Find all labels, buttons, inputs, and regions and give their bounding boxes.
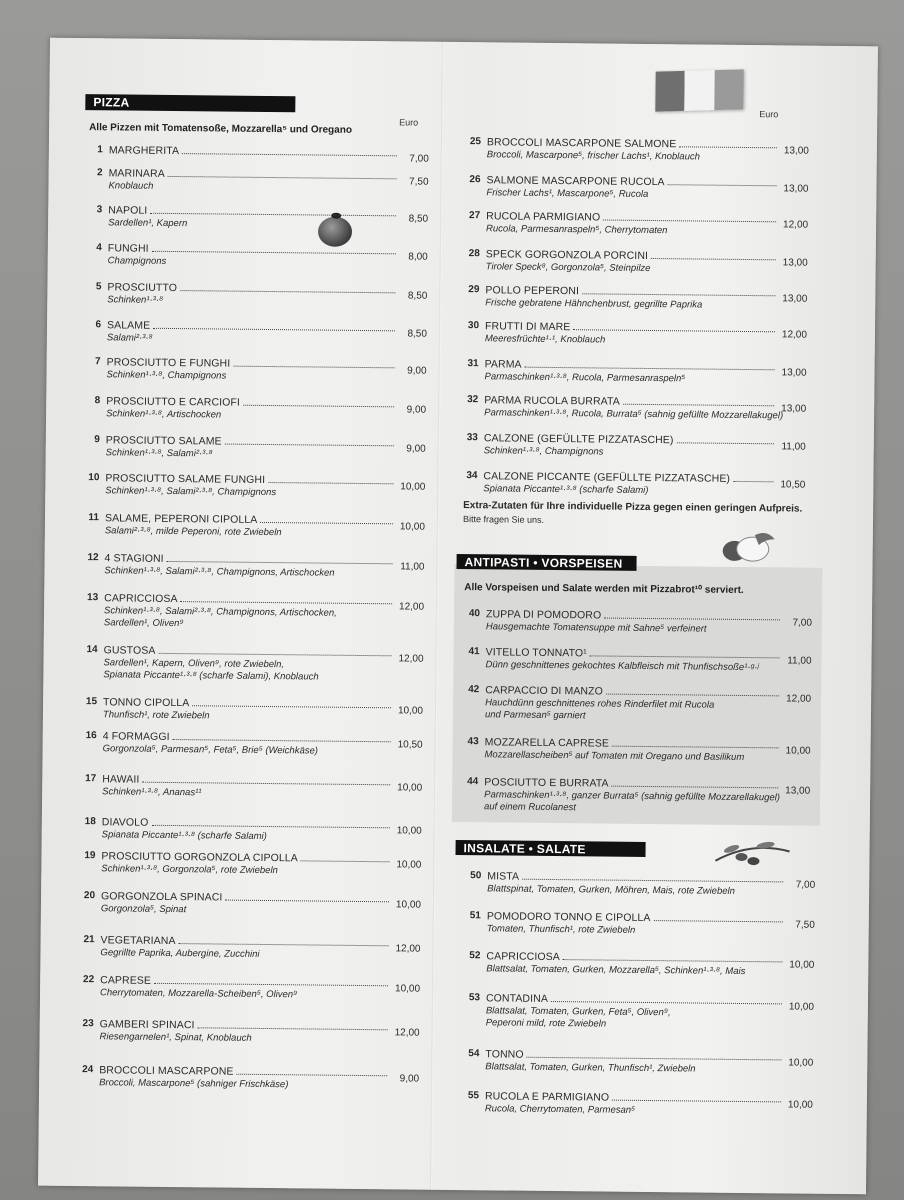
leader-dots (603, 219, 776, 222)
leader-dots (153, 328, 395, 332)
flag-stripe (685, 70, 715, 111)
item-number: 51 (469, 910, 481, 922)
item-name: POMODORO TONNO E CIPOLLA (486, 910, 651, 925)
item-number: 19 (84, 850, 96, 862)
item-price: 10,00 (785, 745, 811, 757)
item-price: 9,00 (406, 443, 426, 455)
item-price: 8,50 (407, 290, 428, 302)
menu-item (82, 434, 426, 460)
menu-item (81, 512, 425, 539)
center-fold (430, 42, 444, 1190)
item-description: Mozzarellascheiben⁵ auf Tomaten mit Oregano und Basilikum (484, 749, 745, 764)
item-name: TONNO CIPOLLA (103, 696, 190, 710)
item-description: Spianata Piccante¹·³·⁸ (scharfe Salami) (101, 829, 267, 843)
item-name: TONNO (485, 1048, 524, 1061)
menu-item (463, 950, 815, 978)
menu-item (80, 644, 424, 683)
item-name: VEGETARIANA (100, 934, 176, 948)
item-number: 12 (87, 552, 99, 564)
item-description: Schinken¹·³·⁸, Salami²·³·⁸, Champignons, Artischocken, Sardellen¹, Oliven⁹ (103, 605, 337, 630)
menu-item (84, 242, 428, 267)
item-number: 54 (468, 1048, 480, 1060)
item-price: 7,50 (795, 919, 815, 931)
leader-dots (623, 404, 774, 407)
item-number: 42 (468, 684, 480, 696)
item-name: GUSTOSA (103, 644, 156, 657)
menu-item (462, 248, 808, 274)
item-description: Schinken¹·³·⁸, Champignons (106, 369, 227, 382)
item-description: Blattspinat, Tomaten, Gurken, Möhren, Mais, rote Zwiebeln (487, 883, 736, 897)
item-price: 13,00 (785, 785, 811, 797)
leader-dots (651, 258, 776, 260)
item-price: 10,00 (788, 1057, 814, 1069)
menu-item (77, 890, 422, 916)
item-price: 10,00 (395, 899, 422, 911)
item-name: CALZONE PICCANTE (GEFÜLLTE PIZZATASCHE) (483, 470, 731, 485)
item-description: Schinken¹·³·⁸, Gorgonzola⁵, rote Zwiebeln (101, 863, 278, 877)
item-description: Tomaten, Thunfisch¹, rote Zwiebeln (486, 923, 636, 936)
item-name: HAWAII (102, 773, 140, 786)
item-number: 33 (466, 432, 478, 444)
leader-dots (192, 705, 391, 708)
menu-item (76, 1018, 420, 1044)
item-price: 9,00 (407, 365, 427, 377)
item-number: 41 (468, 646, 480, 658)
item-price: 13,00 (781, 367, 807, 379)
leader-dots (159, 653, 392, 656)
item-price: 11,00 (787, 655, 812, 667)
item-name: 4 STAGIONI (104, 552, 164, 565)
item-description: Tiroler Speck⁸, Gorgonzola⁵, Steinpilze (485, 261, 651, 274)
leader-dots (551, 1001, 782, 1004)
item-number: 34 (466, 470, 478, 482)
menu-item (460, 394, 807, 422)
item-name: BROCCOLI MASCARPONE (99, 1064, 234, 1078)
item-price: 7,00 (409, 153, 429, 165)
item-number: 4 (96, 242, 102, 254)
extra-toppings-note (463, 500, 802, 528)
leader-dots (179, 943, 389, 946)
item-price: 7,50 (409, 176, 429, 188)
leader-dots (150, 213, 396, 217)
item-number: 23 (82, 1018, 94, 1030)
leader-dots (243, 405, 394, 408)
leader-dots (234, 366, 395, 369)
item-price: 12,00 (398, 653, 424, 665)
antipasti-title: ANTIPASTI • VORSPEISEN (464, 555, 623, 571)
item-description: Riesengarnelen¹, Spinat, Knoblauch (99, 1031, 252, 1044)
leader-dots (167, 561, 393, 564)
pizza-title: PIZZA (93, 95, 130, 110)
item-price: 10,50 (397, 739, 423, 751)
item-number: 50 (470, 870, 482, 882)
item-description: Gegrillte Paprika, Aubergine, Zucchini (100, 947, 260, 960)
item-number: 40 (468, 608, 481, 620)
item-price: 11,00 (781, 441, 806, 453)
item-description: Sardellen¹, Kapern, Oliven⁹, rote Zwiebeln, Spianata Piccante¹·³·⁸ (scharfe Salami), Knoblauch (103, 657, 319, 683)
menu-item (78, 816, 422, 843)
item-number: 44 (467, 776, 479, 788)
menu-item (461, 358, 807, 385)
item-description: Schinken¹·³·⁸, Champignons (483, 445, 604, 458)
leader-dots (152, 825, 390, 828)
item-number: 31 (467, 358, 479, 370)
leader-dots (182, 153, 397, 156)
leader-dots (525, 367, 775, 371)
leader-dots (522, 879, 783, 883)
menu-item (85, 144, 429, 165)
item-description: Knoblauch (108, 180, 154, 192)
leader-dots (173, 739, 391, 742)
item-description: Schinken¹·³·⁸, Salami²·³·⁸, Champignons (105, 485, 277, 499)
leader-dots (180, 601, 392, 604)
leader-dots (142, 782, 390, 786)
menu-item (82, 395, 427, 421)
item-price: 10,00 (789, 959, 815, 971)
item-price: 11,00 (400, 561, 425, 573)
item-name: FRUTTI DI MARE (484, 320, 571, 334)
leader-dots (668, 184, 777, 186)
item-description: Spianata Piccante¹·³·⁸ (scharfe Salami) (483, 483, 649, 496)
menu-item (461, 1090, 813, 1116)
item-description: Salami²·³·⁸, milde Peperoni, rote Zwiebeln (104, 525, 282, 539)
item-description: Champignons (107, 255, 167, 267)
item-description: Blattsalat, Tomaten, Gurken, Thunfisch¹, Zwiebeln (485, 1061, 696, 1075)
italian-flag-image (655, 69, 743, 111)
menu-item (78, 850, 422, 877)
item-price: 9,00 (406, 404, 427, 416)
extra-toppings-text: Extra-Zutaten für Ihre individuelle Pizza gegen einen geringen Aufpreis. (463, 500, 803, 515)
leader-dots (733, 481, 773, 482)
item-description: Schinken¹·³·⁸, Ananas¹¹ (102, 786, 202, 799)
item-number: 17 (85, 773, 97, 785)
item-number: 27 (469, 210, 481, 222)
item-description: Frischer Lachs¹, Mascarpone⁵, Rucola (486, 187, 649, 200)
item-number: 15 (85, 696, 98, 708)
menu-item (79, 730, 423, 757)
item-name: ZUPPA DI POMODORO (485, 608, 602, 622)
item-name: PROSCIUTTO GORGONZOLA CIPOLLA (101, 850, 298, 865)
item-number: 8 (94, 395, 101, 407)
item-name: SALAME, PEPERONI CIPOLLA (104, 512, 258, 526)
item-name: PROSCIUTTO E CARCIOFI (106, 395, 241, 409)
item-number: 7 (95, 356, 101, 368)
item-name: MOZZARELLA CAPRESE (484, 736, 610, 750)
item-description: Cherrytomaten, Mozzarella-Scheiben⁵, Oliven⁹ (99, 987, 298, 1001)
item-description: Broccoli, Mascarpone⁵ (sahniger Frischkäse) (99, 1077, 289, 1091)
item-number: 32 (467, 394, 479, 406)
menu-item (81, 472, 426, 499)
insalate-title: INSALATE • SALATE (463, 841, 586, 857)
menu-item (462, 992, 814, 1030)
menu-item (77, 934, 421, 960)
item-name: CALZONE (GEFÜLLTE PIZZATASCHE) (483, 432, 674, 447)
item-number: 28 (468, 248, 480, 260)
item-name: PROSCIUTTO SALAME FUNGHI (105, 472, 266, 486)
leader-dots (612, 1100, 781, 1103)
item-name: POSCIUTTO E BURRATA (484, 776, 609, 790)
item-name: PROSCIUTTO SALAME (105, 434, 222, 448)
leader-dots (198, 1027, 388, 1030)
item-number: 16 (85, 730, 97, 742)
leader-dots (168, 176, 397, 179)
item-name: MISTA (487, 870, 520, 883)
item-number: 6 (95, 319, 102, 331)
item-name: PARMA RUCOLA BURRATA (484, 394, 620, 408)
menu-item (75, 1064, 420, 1091)
menu-item (461, 284, 808, 311)
leader-dots (679, 146, 777, 148)
item-name: VITELLO TONNATO¹ (485, 646, 587, 660)
item-description: Thunfisch¹, rote Zwiebeln (102, 709, 210, 722)
item-name: FUNGHI (107, 242, 149, 255)
item-number: 22 (82, 974, 95, 986)
item-price: 12,00 (394, 1027, 420, 1039)
item-price: 13,00 (782, 257, 808, 269)
leader-dots (526, 1057, 781, 1061)
pizza-subtitle: Alle Pizzen mit Tomatensoße, Mozzarella⁵ und Oregano (89, 122, 353, 136)
menu-item (80, 592, 425, 630)
item-description: Parmaschinken¹·³·⁸, Rucola, Parmesanraspeln⁵ (484, 371, 686, 385)
item-number: 18 (84, 816, 96, 828)
item-description: Salami²·³·⁸ (106, 332, 153, 344)
item-description: Hausgemachte Tomatensuppe mit Sahne⁵ verfeinert (485, 621, 707, 635)
item-name: CAPRICCIOSA (104, 592, 178, 606)
item-number: 5 (95, 281, 102, 293)
item-name: PROSCIUTTO (107, 281, 178, 295)
leader-dots (152, 251, 396, 255)
item-description: Rucola, Parmesanraspeln⁵, Cherrytomaten (485, 223, 668, 237)
item-number: 10 (88, 472, 100, 484)
ask-us-text: Bitte fragen Sie uns. (462, 514, 545, 525)
menu-item (78, 773, 423, 799)
leader-dots (260, 522, 393, 524)
item-number: 30 (467, 320, 480, 332)
item-name: CAPRICCIOSA (486, 950, 560, 964)
flag-stripe (655, 71, 685, 112)
leader-dots (573, 329, 775, 332)
item-name: DIAVOLO (101, 816, 149, 829)
menu-item (81, 552, 425, 579)
item-number: 20 (83, 890, 96, 902)
item-description: Hauchdünn geschnittenes rohes Rinderfilet mit Rucola und Parmesan⁵ garniert (484, 697, 715, 722)
item-name: SALMONE MASCARPONE RUCOLA (486, 174, 665, 189)
item-description: Parmaschinken¹·³·⁸, ganzer Burrata⁵ (sahnig gefüllte Mozzarellakugel) auf einem Rucolanest (483, 789, 781, 814)
item-description: Schinken¹·³·⁸, Artischocken (106, 408, 222, 421)
leader-dots (677, 442, 774, 444)
item-number: 2 (97, 167, 103, 179)
item-name: CAPRESE (100, 974, 152, 987)
menu-item (83, 356, 427, 382)
item-number: 14 (86, 644, 98, 656)
menu-item (83, 281, 428, 306)
item-price: 10,00 (787, 1099, 813, 1111)
item-price: 10,00 (396, 825, 422, 837)
item-name: BROCCOLI MASCARPONE SALMONE (486, 136, 677, 151)
item-number: 9 (94, 434, 100, 446)
item-price: 12,00 (786, 693, 812, 705)
item-name: CONTADINA (485, 992, 549, 1005)
item-price: 13,00 (781, 403, 807, 415)
item-name: 4 FORMAGGI (102, 730, 170, 743)
item-price: 12,00 (783, 219, 809, 231)
euro-label-left: Euro (399, 117, 419, 128)
leader-dots (225, 900, 389, 903)
item-price: 8,50 (408, 213, 429, 225)
menu-item (463, 910, 815, 936)
menu-item (461, 1048, 814, 1075)
item-price: 10,00 (399, 521, 425, 533)
leader-dots (562, 959, 782, 962)
olive-branch-image (711, 831, 791, 872)
item-name: MARINARA (108, 167, 165, 180)
menu-item (463, 136, 809, 163)
item-name: CARPACCIO DI MANZO (485, 684, 603, 698)
item-price: 12,00 (395, 943, 421, 955)
item-description: Frische gebratene Hähnchenbrust, gegrillte Paprika (485, 297, 703, 311)
item-price: 7,00 (795, 879, 816, 891)
item-name: RUCOLA PARMIGIANO (486, 210, 601, 224)
item-price: 12,00 (781, 329, 808, 341)
item-number: 43 (467, 736, 479, 748)
item-name: GORGONZOLA SPINACI (100, 890, 223, 904)
menu-item (460, 470, 806, 496)
item-description: Schinken¹·³·⁸, Salami²·³·⁸, Champignons, Artischocken (104, 565, 335, 579)
menu-item (462, 210, 809, 237)
item-description: Rucola, Cherrytomaten, Parmesan⁵ (484, 1103, 636, 1116)
item-number: 52 (469, 950, 481, 962)
menu-item (76, 974, 421, 1001)
leader-dots (300, 860, 389, 862)
tomato-image (318, 217, 352, 247)
item-price: 13,00 (783, 183, 809, 195)
item-number: 26 (469, 174, 481, 186)
item-number: 29 (468, 284, 480, 296)
item-price: 13,00 (782, 293, 808, 305)
item-name: POLLO PEPERONI (485, 284, 580, 298)
item-description: Schinken¹·³·⁸, Salami²·³·⁸ (105, 447, 213, 460)
antipasti-subtitle: Alle Vorspeisen und Salate werden mit Pizzabrot¹⁰ serviert. (464, 582, 744, 596)
item-name: PROSCIUTTO E FUNGHI (106, 356, 231, 370)
menu-sheet (38, 38, 878, 1195)
item-name: RUCOLA E PARMIGIANO (484, 1090, 610, 1104)
menu-item (84, 204, 429, 230)
item-description: Blattsalat, Tomaten, Gurken, Mozzarella⁵, Schinken¹·³·⁸, Mais (486, 963, 746, 978)
leader-dots (654, 920, 783, 922)
item-price: 13,00 (783, 145, 809, 157)
leader-dots (180, 290, 395, 293)
leader-dots (268, 482, 393, 484)
flag-stripe (714, 69, 744, 110)
item-number: 25 (469, 136, 482, 148)
item-number: 1 (97, 144, 103, 156)
item-price: 7,00 (792, 617, 813, 629)
item-description: Gorgonzola⁵, Spinat (100, 903, 187, 916)
item-name: PARMA (484, 358, 522, 371)
item-price: 10,00 (396, 859, 422, 871)
leader-dots (225, 444, 394, 447)
leader-dots (236, 1074, 387, 1077)
item-name: SPECK GORGONZOLA PORCINI (485, 248, 649, 262)
menu-item (85, 167, 429, 192)
item-number: 53 (468, 992, 481, 1004)
item-description: Blattsalat, Tomaten, Gurken, Feta⁵, Oliven⁹, Peperoni mild, rote Zwiebeln (485, 1005, 671, 1030)
item-number: 3 (96, 204, 103, 216)
item-name: NAPOLI (108, 204, 148, 217)
menu-item (461, 320, 808, 346)
mozzarella-tomato-image (715, 525, 779, 566)
item-number: 21 (83, 934, 95, 946)
leader-dots (154, 983, 388, 986)
item-number: 11 (88, 512, 100, 524)
item-price: 10,50 (780, 479, 806, 491)
leader-dots (582, 293, 775, 296)
item-description: Gorgonzola⁵, Parmesan⁵, Feta⁵, Brie⁵ (Weichkäse) (102, 743, 319, 757)
item-description: Meeresfrüchte¹·¹, Knoblauch (484, 333, 606, 346)
menu-item (83, 319, 428, 344)
item-price: 10,00 (400, 481, 426, 493)
item-price: 10,00 (397, 782, 423, 794)
item-name: SALAME (106, 319, 151, 332)
item-price: 12,00 (399, 601, 425, 613)
item-number: 24 (82, 1064, 94, 1076)
item-price: 8,50 (407, 328, 428, 340)
item-name: MARGHERITA (108, 144, 180, 158)
item-name: GAMBERI SPINACI (99, 1018, 195, 1032)
item-price: 10,00 (397, 705, 424, 717)
item-description: Schinken¹·³·⁸ (107, 294, 164, 306)
item-description: Sardellen¹, Kapern (108, 217, 188, 230)
euro-label-right: Euro (759, 109, 779, 120)
menu-item (79, 696, 424, 722)
item-price: 9,00 (399, 1073, 420, 1085)
item-price: 10,00 (395, 983, 421, 995)
menu-item (463, 174, 809, 200)
menu-item (460, 432, 806, 458)
item-price: 10,00 (788, 1001, 814, 1013)
item-description: Parmaschinken¹·³·⁸, Rucola, Burrata⁵ (sahnig gefüllte Mozzarellakugel) (484, 407, 784, 422)
item-description: Dünn geschnittenes gekochtes Kalbfleisch mit Thunfischsoße¹·ᵍ·ʲ (485, 659, 759, 674)
item-price: 8,00 (408, 251, 428, 263)
item-number: 13 (86, 592, 99, 604)
item-description: Broccoli, Mascarpone⁵, frischer Lachs¹, Knoblauch (486, 149, 700, 163)
item-number: 55 (467, 1090, 480, 1102)
